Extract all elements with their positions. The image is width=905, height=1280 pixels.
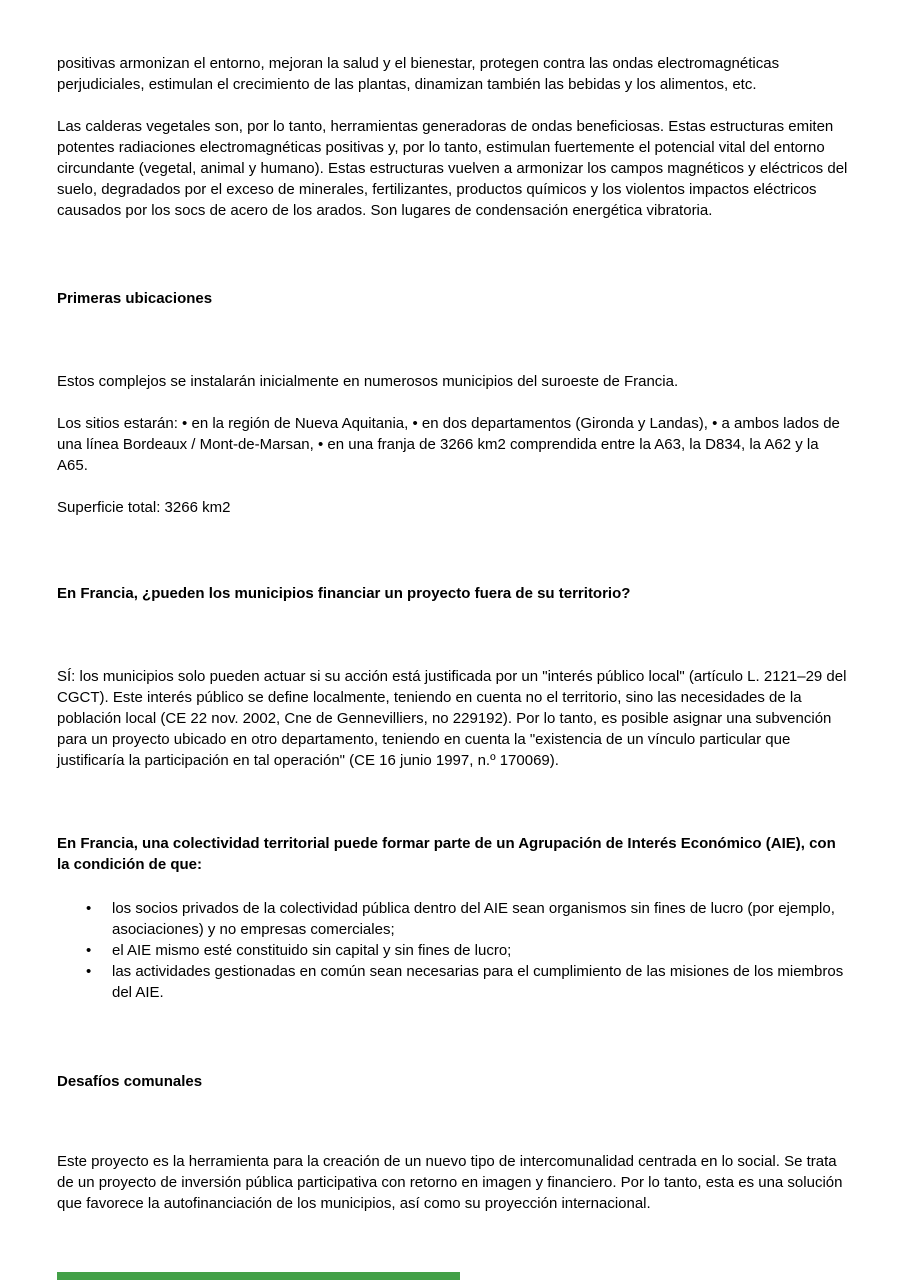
page-bottom-green-bar (57, 1272, 460, 1280)
paragraph-intercomunalidad: Este proyecto es la herramienta para la creación de un nuevo tipo de intercomunalidad centrada en lo social. Se trata de un proyecto de inversión pública participativa con retorno en imagen y financiero. Por lo tanto, esta es una solución que favorece la autofinanciación de los municipios, así como su proyección internacional. (57, 1153, 843, 1212)
paragraph-superficie-total: Superficie total: 3266 km2 (57, 499, 231, 516)
paragraph-calderas-vegetales: Las calderas vegetales son, por lo tanto, herramientas generadoras de ondas beneficiosas. Estas estructuras emiten potentes radiaciones electromagnéticas positivas y, por lo tanto, estimulan fuertemente el potencial vital del entorno circundante (vegetal, animal y humano). Estas estructuras vuelven a armonizar los campos magnéticos y eléctricos del suelo, degradados por el exceso de minerales, fertilizantes, productos químicos y los violentos impactos eléctricos causados por los socs de acero de los arados. Son lugares de condensación energética vibratoria. (57, 118, 848, 219)
paragraph-intro-benefits: positivas armonizan el entorno, mejoran la salud y el bienestar, protegen contra las ondas electromagnéticas perjudiciales, estimulan el crecimiento de las plantas, dinamizan también las bebidas y los alimentos, etc. (57, 55, 780, 93)
paragraph-complejos-instalacion: Estos complejos se instalarán inicialmente en numerosos municipios del suroeste de Francia. (57, 373, 679, 390)
list-item-actividades-comunes: • las actividades gestionadas en común sean necesarias para el cumplimiento de las misiones de los miembros del AIE. (57, 961, 850, 1003)
aie-conditions-list (57, 898, 850, 1003)
section-heading-financiar-proyecto: En Francia, ¿pueden los municipios financiar un proyecto fuera de su territorio? (57, 585, 631, 602)
section-heading-agrupacion-aie: En Francia, una colectividad territorial puede formar parte de un Agrupación de Interés Económico (AIE), con la condición de que: (57, 835, 836, 873)
paragraph-sitios: Los sitios estarán: • en la región de Nueva Aquitania, • en dos departamentos (Gironda y Landas), • a ambos lados de una línea Bordeaux / Mont-de-Marsan, • en una franja de 3266 km2 comprendida entre la A63, la D834, la A62 y la A65. (57, 415, 840, 474)
list-item-sin-capital: • el AIE mismo esté constituido sin capital y sin fines de lucro; (57, 940, 850, 961)
paragraph-interes-publico-local: SÍ: los municipios solo pueden actuar si su acción está justificada por un "interés público local" (artículo L. 2121–29 del CGCT). Este interés público se define localmente, teniendo en cuenta no el territorio, sino las necesidades de la población local (CE 22 nov. 2002, Cne de Gennevilliers, no 229192). Por lo tanto, es posible asignar una subvención para un proyecto ubicado en otro departamento, teniendo en cuenta la "existencia de un vínculo particular que justificaría la participación en tal operación" (CE 16 junio 1997, n.º 170069). (57, 668, 847, 769)
section-heading-desafios-comunales: Desafíos comunales (57, 1073, 203, 1090)
list-item-socios-privados: • los socios privados de la colectividad pública dentro del AIE sean organismos sin fines de lucro (por ejemplo, asociaciones) y no empresas comerciales; (57, 898, 850, 940)
section-heading-primeras-ubicaciones: Primeras ubicaciones (57, 290, 213, 307)
